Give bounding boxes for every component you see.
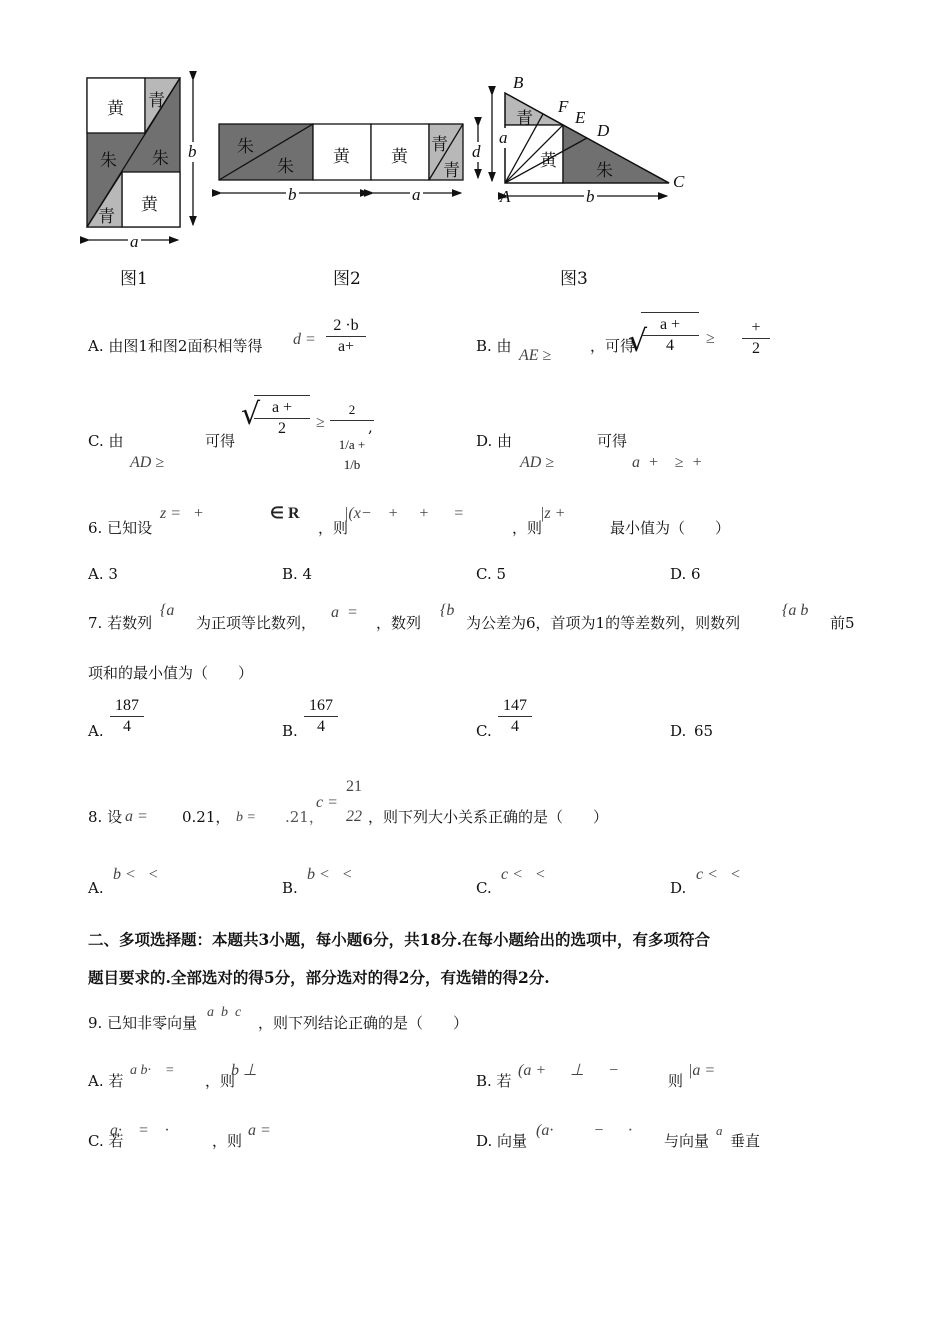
fraction-numerator: a + (659, 316, 681, 333)
q7-text: ，数列 (376, 614, 422, 632)
fraction-denominator: 4 (304, 716, 338, 737)
fig1-cell-cyan: 青 (148, 91, 165, 110)
q6-math: ∈ R (270, 505, 300, 522)
q9-option-a-math2: b ⊥ (231, 1062, 257, 1079)
q8-text: 8. 设 (88, 808, 123, 826)
fraction-numerator: a + (271, 399, 293, 416)
fig2-dim-a: a (412, 185, 421, 204)
q6-text: 最小值为（ ） (610, 519, 731, 537)
section-heading: 二、多项选择题：本题共3小题，每小题6分，共18分.在每小题给出的选项中，有多项符合 (88, 930, 711, 949)
fraction-numerator: 167 (309, 697, 333, 714)
fraction-denominator: a+ (326, 336, 366, 357)
q5-option-d-label: D. 由 (476, 432, 513, 450)
q9-option-b-math2: |a = (688, 1062, 716, 1079)
q9-option-a-math: a b· = (130, 1063, 175, 1078)
fig2-cell-yellow: 黄 (333, 147, 350, 166)
q5-option-d-text: 可得 (597, 432, 628, 450)
q5-option-a-fraction (326, 316, 366, 357)
fig2-caption: 图2 (333, 269, 361, 289)
q5-option-b-sqrt (641, 312, 699, 356)
q7-text: 为公差为6，首项为1的等差数列，则数列 (466, 614, 741, 632)
q7-option-a-label[interactable]: A. (88, 722, 104, 740)
fraction-numerator: 2 (348, 402, 356, 417)
fig1-cell-yellow: 黄 (107, 99, 124, 118)
q5-option-b-text: ，可得 (590, 337, 636, 355)
q8-math: b = (236, 810, 256, 825)
q9-option-b-text: 则 (668, 1072, 684, 1090)
q8-option-b-label[interactable]: B. (282, 879, 298, 897)
fig1-cell-yellow: 黄 (141, 195, 158, 214)
q7-option-c-label[interactable]: C. (476, 722, 492, 740)
q9-option-b-math: (a + ⊥ − (518, 1062, 619, 1079)
fraction-denominator: 4 (110, 716, 144, 737)
q5-option-a-math: d = (293, 331, 316, 348)
fig3-caption: 图3 (560, 269, 588, 289)
q9-option-c-math2: a = (248, 1122, 271, 1139)
fig3-point-c: C (673, 172, 685, 191)
q7-text: 7. 若数列 (88, 614, 153, 632)
fig2-dim-b: b (288, 185, 297, 204)
q6-option-c[interactable]: C. 5 (476, 565, 507, 583)
q8-option-d-math: c < < (696, 866, 741, 883)
section-heading-line2: 题目要求的.全部选对的得5分，部分选对的得2分，有选错的得2分. (88, 968, 550, 987)
q6-option-b[interactable]: B. 4 (282, 565, 313, 583)
q5-option-c-text: 可得 (205, 432, 236, 450)
q9-text: 9. 已知非零向量 (88, 1014, 198, 1032)
fig1-cell-red: 朱 (152, 149, 169, 168)
fig1-caption: 图1 (120, 269, 148, 289)
fig2-cell-yellow: 黄 (391, 147, 408, 166)
q9-option-a-text: ，则 (205, 1072, 236, 1090)
fraction-denominator: 1/a + 1/b (330, 420, 374, 475)
q6-math: |z + (540, 505, 566, 522)
q7-option-d-label[interactable]: D. (670, 722, 687, 740)
q9-option-c-text: ，则 (212, 1132, 243, 1150)
q7-text-line2: 项和的最小值为（ ） (88, 664, 254, 682)
fig3-cell-yellow: 黄 (540, 151, 557, 170)
fig3-point-d: D (597, 121, 610, 140)
q8-option-a-label[interactable]: A. (88, 879, 104, 897)
q8-option-a-math: b < < (113, 866, 159, 883)
fig3-cell-red: 朱 (596, 161, 613, 180)
q6-option-a[interactable]: A. 3 (88, 565, 118, 583)
q5-option-d-math2: a + ≥ + (632, 454, 703, 471)
q8-option-d-label[interactable]: D. (670, 879, 687, 897)
q5-option-b-fraction (742, 318, 770, 359)
q9-option-c-label[interactable]: C. 若 (88, 1132, 124, 1150)
q5-option-b-math: AE ≥ (519, 347, 552, 364)
q5-option-c-comma: , (368, 418, 373, 436)
q5-option-c-math: AD ≥ (130, 454, 165, 471)
q8-math-top: 21 (346, 778, 362, 795)
q6-math: z = + (160, 505, 204, 522)
q9-math: a b c (207, 1005, 242, 1020)
sqrt-icon: √ (628, 324, 648, 359)
q6-option-d[interactable]: D. 6 (670, 565, 701, 583)
q5-option-d-math: AD ≥ (520, 454, 555, 471)
q8-math: a = (125, 808, 148, 825)
sqrt-icon: √ (241, 397, 261, 432)
q8-option-c-label[interactable]: C. (476, 879, 492, 897)
q5-option-b-label: B. 由 (476, 337, 512, 355)
q7-math: a = (331, 604, 358, 621)
q9-option-d-math: (a· − · (536, 1122, 633, 1139)
fig3-point-f: F (558, 97, 569, 116)
fraction-denominator: 4 (641, 335, 699, 356)
q5-option-c-sqrt (254, 395, 310, 439)
q7-text: 为正项等比数列， (196, 614, 317, 632)
fig3-point-a: A (500, 187, 511, 206)
fig2-dim-d: d (472, 142, 481, 161)
q7-math: {a (160, 602, 175, 619)
fraction-numerator: 187 (115, 697, 139, 714)
q7-math: {a b (782, 602, 809, 619)
q5-option-c-label: C. 由 (88, 432, 124, 450)
fig3-dim-b: b (586, 187, 595, 206)
q7-option-a-fraction (110, 696, 144, 737)
q7-option-b-fraction (304, 696, 338, 737)
q6-math: |(x− + + = (344, 505, 465, 522)
q8-option-c-math: c < < (501, 866, 546, 883)
q8-text: .21， (285, 808, 324, 826)
q5-option-c-fraction (330, 400, 374, 475)
q6-text: 6. 已知设 (88, 519, 153, 537)
fig3-dim-a: a (499, 128, 508, 147)
q5-option-a-label: A. 由图1和图2面积相等得 (88, 337, 263, 355)
fig1-dim-a: a (130, 232, 139, 251)
q9-option-d-label[interactable]: D. 向量 (476, 1132, 528, 1150)
fraction-numerator: + (751, 319, 761, 336)
fraction-numerator: 147 (503, 697, 527, 714)
q5-option-c-ge: ≥ (316, 414, 325, 431)
q8-option-b-math: b < < (307, 866, 353, 883)
q8-text: 0.21， (182, 808, 231, 826)
q9-option-b-label[interactable]: B. 若 (476, 1072, 512, 1090)
fraction-numerator: 2 ·b (333, 317, 359, 334)
fig2-cell-cyan: 青 (443, 161, 460, 180)
q8-math: c = (316, 794, 338, 811)
q5-option-b-ge: ≥ (706, 330, 715, 347)
fraction-denominator: 4 (498, 716, 532, 737)
fig1-dim-b: b (188, 142, 197, 161)
q7-math: {b (440, 602, 455, 619)
q9-text: ，则下列结论正确的是（ ） (258, 1014, 469, 1032)
fig3-point-e: E (575, 108, 586, 127)
fraction-denominator: 2 (742, 338, 770, 359)
fig1-cell-cyan: 青 (98, 207, 115, 226)
q9-option-d-math2: a (716, 1123, 723, 1138)
q7-option-d-value: 65 (694, 722, 714, 740)
q9-option-a-label[interactable]: A. 若 (88, 1072, 124, 1090)
fig1-cell-red: 朱 (100, 151, 117, 170)
q6-text: ，则 (318, 519, 349, 537)
fig3-point-b: B (513, 73, 524, 92)
q9-option-d-text-end: 垂直 (730, 1132, 761, 1150)
fig2-cell-cyan: 青 (431, 135, 448, 154)
q8-math-bottom: 22 (346, 808, 362, 825)
q8-text: ，则下列大小关系正确的是（ ） (368, 808, 609, 826)
fig2-cell-red: 朱 (237, 137, 254, 156)
fig3-cell-cyan: 青 (516, 109, 533, 128)
q9-option-d-text: 与向量 (664, 1132, 710, 1150)
q9-option-c-math: a· = · (110, 1122, 169, 1139)
q7-option-b-label[interactable]: B. (282, 722, 298, 740)
q6-text: ，则 (512, 519, 543, 537)
q7-text: 前5 (830, 614, 855, 632)
q7-option-c-fraction (498, 696, 532, 737)
fraction-denominator: 2 (254, 418, 310, 439)
fig2-cell-red: 朱 (277, 157, 294, 176)
